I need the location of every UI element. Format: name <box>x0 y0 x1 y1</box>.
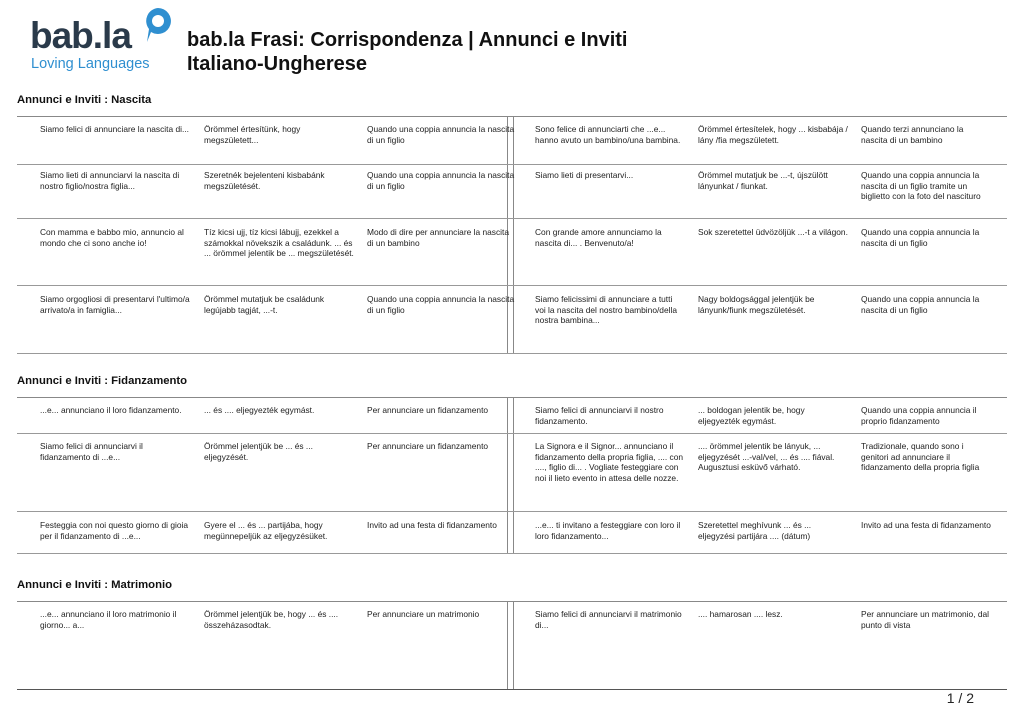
phrase-cell: ...e... annunciano il loro matrimonio il giorno... a... <box>40 609 177 630</box>
phrase-cell: Con mamma e babbo mio, annuncio al mondo che ci sono anche io! <box>40 227 184 248</box>
phrase-cell: Örömmel értesítelek, hogy ... kisbabája / lány /fia megszületett. <box>698 124 848 145</box>
section-title: Annunci e Inviti : Nascita <box>17 94 152 106</box>
phrase-cell: Szeretnék bejelenteni kisbabánk megszületését. <box>204 170 325 191</box>
phrase-cell: .... hamarosan .... lesz. <box>698 609 783 619</box>
phrase-cell: Siamo felicissimi di annunciare a tutti voi la nascita del nostro bambino/della nostra bambina... <box>535 294 677 326</box>
row-divider <box>17 553 1007 554</box>
phrase-cell: ...e... ti invitano a festeggiare con loro il loro fidanzamento... <box>535 520 681 541</box>
phrase-cell: Quando una coppia annuncia il proprio fidanzamento <box>861 405 977 426</box>
phrase-cell: Siamo lieti di presentarvi... <box>535 170 634 180</box>
phrase-cell: Quando una coppia annuncia la nascita di un figlio tramite un biglietto con la foto del nascituro <box>861 170 981 202</box>
phrase-cell: Invito ad una festa di fidanzamento <box>367 520 497 530</box>
phrase-cell: Siamo felici di annunciare la nascita di... <box>40 124 189 134</box>
phrase-cell: Örömmel mutatjuk be családunk legújabb tagját, ...-t. <box>204 294 325 315</box>
phrase-cell: Siamo felici di annunciarvi il fidanzamento di ...e... <box>40 441 143 462</box>
page-title-line2: Italiano-Ungherese <box>187 53 368 75</box>
phrase-cell: Quando una coppia annuncia la nascita di un figlio <box>367 294 515 315</box>
phrase-cell: Quando una coppia annuncia la nascita di un figlio <box>861 294 980 315</box>
row-divider <box>17 164 1007 165</box>
phrase-cell: La Signora e il Signor... annunciano il fidanzamento della propria figlia, .... con ...., figlio di... . Vogliate festeggiare con noi il lieto evento in attesa delle nozze. <box>535 441 684 484</box>
phrase-cell: Per annunciare un matrimonio <box>367 609 480 619</box>
phrase-cell: Sono felice di annunciarti che ...e... hanno avuto un bambino/una bambina. <box>535 124 681 145</box>
phrase-cell: Quando una coppia annuncia la nascita di un figlio <box>367 124 515 145</box>
phrase-cell: Tradizionale, quando sono i genitori ad annunciare il fidanzamento della propria figlia <box>861 441 980 473</box>
page-title <box>187 28 627 76</box>
phrase-cell: Modo di dire per annunciare la nascita di un bambino <box>367 227 509 248</box>
phrase-cell: ... boldogan jelentik be, hogy eljegyezték egymást. <box>698 405 805 426</box>
phrase-cell: Con grande amore annunciamo la nascita di... . Benvenuto/a! <box>535 227 662 248</box>
babla-logo <box>30 6 175 74</box>
phrase-cell: Per annunciare un matrimonio, dal punto di vista <box>861 609 990 630</box>
phrase-cell: Gyere el ... és ... partijába, hogy megünnepeljük az eljegyzésüket. <box>204 520 328 541</box>
phrase-cell: Sok szeretettel üdvözöljük ...-t a világon. <box>698 227 848 237</box>
phrase-cell: Örömmel jelentjük be, hogy ... és .... összeházasodtak. <box>204 609 339 630</box>
phrase-cell: ...e... annunciano il loro fidanzamento. <box>40 405 182 415</box>
phrase-cell: Örömmel mutatjuk be ...-t, újszülött lányunkat / fiunkat. <box>698 170 828 191</box>
section-title: Annunci e Inviti : Fidanzamento <box>17 375 188 387</box>
phrase-cell: Festeggia con noi questo giorno di gioia per il fidanzamento di ...e... <box>40 520 189 541</box>
page-number: 1 / 2 <box>946 690 974 706</box>
phrase-cell: Invito ad una festa di fidanzamento <box>861 520 991 530</box>
phrase-cell: Quando terzi annunciano la nascita di un bambino <box>861 124 964 145</box>
phrase-cell: Nagy boldogsággal jelentjük be lányunk/fiunk megszületését. <box>698 294 815 315</box>
phrase-cell: Quando una coppia annuncia la nascita di un figlio <box>367 170 515 191</box>
row-divider <box>17 285 1007 286</box>
phrase-cell: .... örömmel jelentik be lányuk, ... eljegyzését ...-val/vel, ... és .... fiával. Augusztusi esküvő várható. <box>698 441 835 473</box>
phrase-cell: Szeretettel meghívunk ... és ... eljegyzési partijára .... (dátum) <box>698 520 812 541</box>
phrase-cell: Örömmel értesítünk, hogy megszületett... <box>204 124 301 145</box>
phrase-cell: Siamo felici di annunciarvi il matrimonio di... <box>535 609 682 630</box>
page-title-line1: bab.la Frasi: Corrispondenza | Annunci e Inviti <box>187 29 628 51</box>
phrase-cell: Per annunciare un fidanzamento <box>367 441 489 451</box>
row-divider <box>17 511 1007 512</box>
logo-wordmark: bab.la <box>30 15 131 56</box>
phrase-cell: Siamo felici di annunciarvi il nostro fidanzamento. <box>535 405 664 426</box>
section-title: Annunci e Inviti : Matrimonio <box>17 579 173 591</box>
phrase-cell: Siamo lieti di annunciarvi la nascita di nostro figlio/nostra figlia... <box>40 170 180 191</box>
phrase-cell: Quando una coppia annuncia la nascita di un figlio <box>861 227 980 248</box>
row-divider <box>17 218 1007 219</box>
row-divider <box>17 433 1007 434</box>
speech-bubble-icon <box>142 6 174 46</box>
phrase-cell: Siamo orgogliosi di presentarvi l'ultimo/a arrivato/a in famiglia... <box>40 294 190 315</box>
phrase-cell: Örömmel jelentjük be ... és ... eljegyzését. <box>204 441 313 462</box>
phrase-cell: Tíz kicsi ujj, tíz kicsi lábujj, ezekkel a számokkal növekszik a családunk. ... és ... örömmel jelentik be ... megszületését. <box>204 227 354 259</box>
row-divider <box>17 353 1007 354</box>
footer-divider <box>17 689 1007 690</box>
phrase-cell: ... és .... eljegyezték egymást. <box>204 405 315 415</box>
logo-tagline: Loving Languages <box>31 56 150 72</box>
phrase-cell: Per annunciare un fidanzamento <box>367 405 489 415</box>
